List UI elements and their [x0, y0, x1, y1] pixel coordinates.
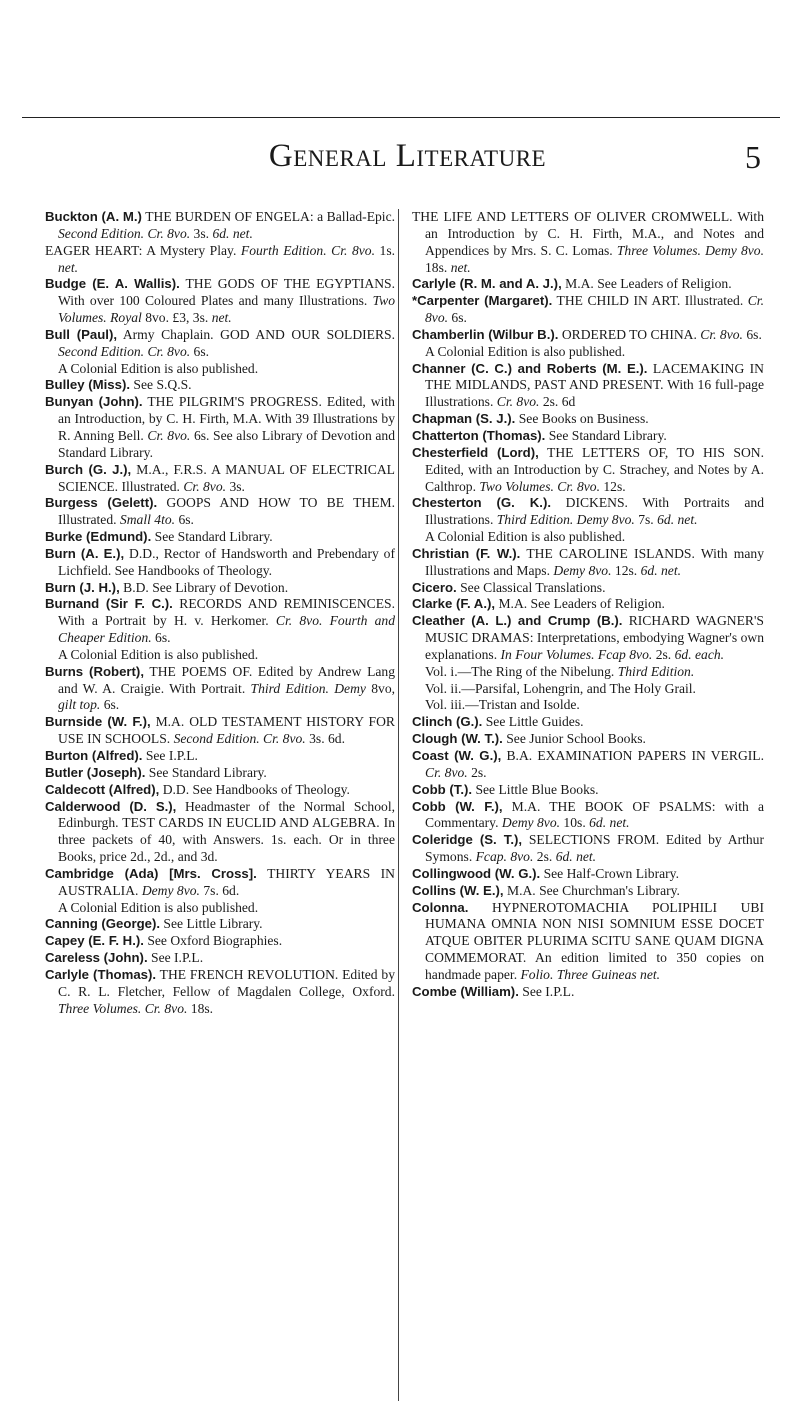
catalogue-entry: [45, 799, 395, 866]
entry-italic-text: Demy 8vo.: [501, 815, 561, 831]
entry-text: 6s.: [190, 343, 210, 359]
entry-text: THE POEMS OF. Edited by Andrew Lang and W. A. Craigie. With Portrait.: [58, 663, 395, 696]
entry-text: 10s.: [560, 815, 590, 831]
entry-author: Careless (John).: [45, 950, 148, 966]
entry-text: 18s.: [187, 1000, 214, 1016]
entry-text: 7s.: [634, 512, 658, 528]
entry-author: Coleridge (S. T.),: [412, 832, 523, 848]
entry-text: THIRTY YEARS IN AUSTRALIA.: [58, 865, 395, 898]
entry-text: HYPNEROTOMACHIA POLIPHILI UBI HUMANA OMNIA NON NISI SOMNIUM ESSE DOCET ATQUE OBITER PLURIMA SCITU SANE QUAM DIGNA COMMEMORAT. An edition limited to 350 copies on handmade paper.: [425, 899, 764, 982]
entry-text: 8vo,: [365, 680, 396, 696]
entry-italic-text: Small 4to.: [119, 512, 176, 528]
catalogue-entry: [412, 596, 764, 613]
catalogue-entry: [412, 900, 764, 984]
catalogue-entry: [45, 782, 395, 799]
entry-text: THE LIFE AND LETTERS OF OLIVER CROMWELL. With an Introduction by C. H. Firth, M.A., and Notes and Appendices by Mrs. S. C. Lomas.: [412, 209, 764, 258]
entry-text: See Half-Crown Library.: [540, 865, 679, 881]
entry-text: See Standard Library.: [145, 764, 267, 780]
entry-text: See I.P.L.: [142, 748, 198, 763]
entry-text: 6s.: [175, 512, 194, 528]
entry-text: See Standard Library.: [545, 427, 667, 443]
entry-italic-text: 6d. net.: [589, 815, 630, 831]
entry-author: Christian (F. W.).: [412, 545, 521, 561]
entry-text: 1s.: [374, 242, 396, 258]
entry-text: Vol. i.—The Ring of the Nibelung.: [425, 663, 618, 679]
entry-author: Budge (E. A. Wallis).: [45, 276, 180, 292]
entry-text: M.A. THE BOOK OF PSALMS: with a Commentary.: [425, 798, 764, 831]
header-rule: [22, 117, 780, 118]
entry-author: Burch (G. J.),: [45, 461, 132, 477]
catalogue-entry: [412, 411, 764, 428]
entry-italic-text: Cr. 8vo.: [425, 764, 468, 780]
entry-text: M.A. See Leaders of Religion.: [495, 596, 665, 612]
entry-text: B.A. EXAMINATION PAPERS IN VERGIL.: [501, 748, 764, 763]
entry-text: 6s.: [100, 697, 120, 713]
entry-author: Colonna.: [412, 899, 469, 915]
entry-italic-text: Cr. 8vo.: [700, 326, 743, 342]
entry-italic-text: 6d. net.: [657, 512, 698, 528]
catalogue-entry: [45, 748, 395, 765]
catalogue-note: [45, 900, 395, 917]
entry-italic-text: 6d. net.: [640, 562, 682, 578]
left-column: [45, 209, 395, 1018]
entry-author: Calderwood (D. S.),: [45, 798, 177, 814]
entry-text: THE GODS OF THE EGYPTIANS. With over 100 Coloured Plates and many Illustrations.: [58, 276, 395, 309]
entry-italic-text: Third Edition.: [617, 663, 695, 679]
entry-text: THE LETTERS OF, TO HIS SON. Edited, with an Introduction by C. Strachey, and Notes by A. Calthrop.: [425, 444, 764, 494]
catalogue-entry: [45, 866, 395, 900]
catalogue-note: [412, 664, 764, 681]
catalogue-entry: [412, 883, 764, 900]
catalogue-entry: [412, 276, 764, 293]
entry-author: Bull (Paul),: [45, 326, 118, 342]
catalogue-note: [412, 697, 764, 714]
entry-author: Caldecott (Alfred),: [45, 781, 160, 797]
entry-italic-text: Third Edition. Demy: [250, 680, 366, 696]
catalogue-entry: [45, 714, 395, 748]
entry-text: 6s. See also Library of Devotion and Standard Library.: [58, 427, 395, 460]
catalogue-entry: [45, 377, 395, 394]
entry-author: Bunyan (John).: [45, 394, 143, 410]
entry-author: Cicero.: [412, 579, 457, 595]
entry-italic-text: In Four Volumes. Fcap 8vo.: [500, 646, 653, 662]
entry-italic-text: Folio. Three Guineas net.: [520, 966, 661, 982]
entry-italic-text: Cr. 8vo.: [425, 293, 764, 326]
entry-italic-text: net.: [450, 259, 471, 275]
entry-text: See Oxford Biographies.: [143, 933, 283, 949]
entry-author: Chapman (S. J.).: [412, 411, 516, 427]
entry-text: 3s.: [226, 478, 245, 494]
entry-italic-text: gilt top.: [58, 697, 101, 713]
entry-author: Canning (George).: [45, 916, 161, 932]
entry-author: Capey (E. F. H.).: [45, 933, 144, 949]
catalogue-note: [45, 361, 395, 378]
entry-author: Burgess (Gelett).: [45, 495, 158, 511]
catalogue-entry: [412, 495, 764, 529]
entry-text: See Junior School Books.: [502, 731, 646, 747]
page-number: 5: [745, 139, 761, 175]
entry-author: Clough (W. T.).: [412, 731, 503, 747]
entry-author: Carlyle (R. M. and A. J.),: [412, 276, 562, 292]
entry-author: Channer (C. C.) and Roberts (M. E.).: [412, 360, 648, 376]
catalogue-entry: [45, 546, 395, 580]
catalogue-entry: [45, 495, 395, 529]
entry-author: Collingwood (W. G.).: [412, 865, 541, 881]
entry-text: THE CAROLINE ISLANDS. With many Illustrations and Maps.: [425, 545, 764, 578]
entry-text: See Little Guides.: [482, 714, 584, 730]
entry-italic-text: Cr. 8vo. Fourth and Cheaper Edition.: [58, 613, 396, 646]
entry-author: Burton (Alfred).: [45, 748, 143, 763]
catalogue-entry: [412, 445, 764, 496]
entry-italic-text: Three Volumes. Cr. 8vo.: [58, 1000, 188, 1016]
entry-text: RICHARD WAGNER'S MUSIC DRAMAS: Interpretations, embodying Wagner's own explanations.: [425, 613, 764, 662]
entry-text: SELECTIONS FROM. Edited by Arthur Symons.: [425, 832, 764, 865]
entry-italic-text: 6d. net.: [555, 849, 597, 865]
entry-author: Bulley (Miss).: [45, 377, 131, 393]
entry-italic-text: Fcap. 8vo.: [475, 849, 534, 865]
entry-italic-text: net.: [58, 259, 79, 275]
entry-italic-text: 6d. each.: [674, 646, 725, 662]
catalogue-entry: [45, 327, 395, 361]
entry-text: THE BURDEN OF ENGELA: a Ballad-Epic.: [141, 209, 396, 224]
entry-text: See S.Q.S.: [130, 377, 192, 393]
entry-text: A Colonial Edition is also published.: [425, 343, 626, 359]
entry-italic-text: Three Volumes. Demy 8vo.: [616, 242, 765, 258]
entry-text: Vol. ii.—Parsifal, Lohengrin, and The Holy Grail.: [425, 680, 696, 696]
entry-text: See I.P.L.: [147, 950, 204, 966]
entry-text: RECORDS AND REMINISCENCES. With a Portrait by H. v. Herkomer.: [58, 596, 395, 629]
entry-text: 6s.: [448, 310, 467, 326]
entry-author: Clinch (G.).: [412, 714, 483, 730]
catalogue-entry: [45, 580, 395, 597]
entry-italic-text: Cr. 8vo.: [147, 427, 191, 443]
entry-text: ORDERED TO CHINA.: [558, 326, 701, 342]
entry-author: Burn (A. E.),: [45, 545, 125, 561]
entry-italic-text: 6d. net.: [212, 225, 253, 241]
catalogue-entry: [45, 209, 395, 243]
entry-text: A Colonial Edition is also published.: [58, 646, 259, 662]
catalogue-entry: [412, 428, 764, 445]
entry-text: M.A., F.R.S. A MANUAL OF ELECTRICAL SCIENCE. Illustrated.: [58, 461, 395, 494]
catalogue-entry: [412, 209, 764, 276]
catalogue-entry: [412, 361, 764, 412]
catalogue-entry: [412, 984, 764, 1001]
catalogue-entry: [45, 916, 395, 933]
entry-italic-text: Two Volumes. Cr. 8vo.: [479, 478, 600, 494]
entry-text: See I.P.L.: [518, 983, 575, 999]
entry-author: Collins (W. E.),: [412, 882, 504, 898]
entry-author: Chesterton (G. K.).: [412, 495, 551, 511]
entry-italic-text: Second Edition. Cr. 8vo.: [173, 731, 306, 747]
entry-text: DICKENS. With Portraits and Illustrations.: [425, 495, 764, 528]
entry-text: EAGER HEART: A Mystery Play.: [45, 242, 241, 258]
entry-author: Chesterfield (Lord),: [412, 444, 539, 460]
entry-text: 6s.: [742, 326, 762, 342]
entry-italic-text: Third Edition. Demy 8vo.: [496, 512, 635, 528]
entry-text: 3s. 6d.: [305, 731, 345, 747]
entry-author: Burns (Robert),: [45, 663, 144, 679]
entry-text: 3s.: [190, 225, 213, 241]
entry-author: Cleather (A. L.) and Crump (B.).: [412, 613, 623, 629]
entry-text: See Books on Business.: [515, 411, 649, 427]
entry-author: Carlyle (Thomas).: [45, 966, 157, 982]
entry-text: B.D. See Library of Devotion.: [119, 579, 289, 595]
catalogue-entry: [45, 529, 395, 546]
catalogue-entry: [45, 933, 395, 950]
catalogue-entry: [412, 782, 764, 799]
entry-author: Butler (Joseph).: [45, 764, 146, 780]
entry-text: See Classical Translations.: [456, 579, 606, 595]
right-column: [412, 209, 764, 1001]
entry-author: Chatterton (Thomas).: [412, 427, 546, 443]
entry-text: M.A. See Churchman's Library.: [503, 882, 680, 898]
entry-text: D.D. See Handbooks of Theology.: [159, 781, 350, 797]
catalogue-note: [412, 681, 764, 698]
entry-text: See Standard Library.: [151, 529, 273, 545]
catalogue-entry: [412, 327, 764, 344]
entry-text: 18s.: [425, 259, 451, 275]
catalogue-entry: [45, 394, 395, 461]
entry-text: 12s.: [611, 562, 641, 578]
catalogue-note: [45, 647, 395, 664]
entry-italic-text: Two Volumes. Royal: [58, 293, 395, 326]
catalogue-entry: [412, 293, 764, 327]
catalogue-note: [412, 344, 764, 361]
entry-italic-text: Demy 8vo.: [141, 882, 200, 898]
entry-text: See Little Blue Books.: [472, 781, 599, 797]
entry-text: THE FRENCH REVOLUTION. Edited by C. R. L. Fletcher, Fellow of Magdalen College, Oxford.: [58, 966, 395, 999]
entry-text: Vol. iii.—Tristan and Isolde.: [425, 697, 580, 713]
entry-author: Coast (W. G.),: [412, 748, 502, 763]
entry-author: Combe (William).: [412, 983, 519, 999]
column-divider: [398, 209, 399, 1401]
entry-text: D.D., Rector of Handsworth and Prebendary of Lichfield. See Handbooks of Theology.: [58, 545, 395, 578]
catalogue-entry: [412, 866, 764, 883]
entry-author: Burnside (W. F.),: [45, 714, 151, 730]
entry-text: Headmaster of the Normal School, Edinburgh. TEST CARDS IN EUCLID AND ALGEBRA. In three packets of 40, with Answers. 1s. each. Or in three Books, price 2d., 2d., and 3d.: [58, 798, 395, 865]
entry-italic-text: Second Edition. Cr. 8vo.: [58, 343, 191, 359]
entry-text: 6s.: [151, 630, 171, 646]
entry-text: A Colonial Edition is also published.: [58, 899, 259, 915]
page-header: [40, 138, 775, 178]
entry-italic-text: Demy 8vo.: [553, 562, 612, 578]
entry-text: See Little Library.: [160, 916, 263, 932]
catalogue-note: [412, 529, 764, 546]
catalogue-entry: [412, 799, 764, 833]
entry-italic-text: Cr. 8vo.: [496, 394, 540, 410]
entry-text: 2s.: [533, 849, 556, 865]
entry-author: Cambridge (Ada) [Mrs. Cross].: [45, 865, 257, 881]
entry-text: 7s. 6d.: [199, 882, 240, 898]
catalogue-entry: [412, 613, 764, 664]
catalogue-entry: [412, 832, 764, 866]
entry-text: GOOPS AND HOW TO BE THEM. Illustrated.: [58, 495, 395, 528]
entry-author: Cobb (W. F.),: [412, 798, 503, 814]
entry-text: 12s.: [599, 478, 626, 494]
catalogue-entry: [45, 967, 395, 1018]
entry-author: Cobb (T.).: [412, 781, 473, 797]
catalogue-entry: [412, 546, 764, 580]
entry-italic-text: Fourth Edition. Cr. 8vo.: [240, 242, 375, 258]
entry-text: 2s.: [467, 764, 487, 780]
catalogue-entry: [45, 462, 395, 496]
catalogue-entry: [412, 714, 764, 731]
entry-italic-text: Cr. 8vo.: [183, 478, 227, 494]
entry-text: A Colonial Edition is also published.: [58, 360, 259, 376]
catalogue-entry: [45, 243, 395, 277]
catalogue-entry: [45, 950, 395, 967]
catalogue-entry: [45, 664, 395, 715]
entry-italic-text: net.: [211, 310, 232, 326]
entry-text: A Colonial Edition is also published.: [425, 529, 626, 545]
entry-author: Chamberlin (Wilbur B.).: [412, 326, 559, 342]
running-title: General Literature: [268, 138, 547, 174]
entry-author: Buckton (A. M.): [45, 209, 142, 224]
entry-text: 8vo. £3, 3s.: [141, 310, 212, 326]
entry-text: THE PILGRIM'S PROGRESS. Edited, with an Introduction, by C. H. Firth, M.A. With 39 Illustrations by R. Anning Bell.: [58, 394, 395, 443]
entry-text: 2s. 6d: [539, 394, 576, 410]
entry-author: Clarke (F. A.),: [412, 596, 496, 612]
entry-author: *Carpenter (Margaret).: [412, 293, 553, 309]
entry-text: 2s.: [652, 646, 675, 662]
catalogue-entry: [45, 276, 395, 327]
entry-text: LACEMAKING IN THE MIDLANDS, PAST AND PRESENT. With 16 full-page Illustrations.: [425, 360, 765, 410]
catalogue-entry: [412, 748, 764, 782]
entry-text: Army Chaplain. GOD AND OUR SOLDIERS.: [117, 326, 395, 342]
entry-italic-text: Second Edition. Cr. 8vo.: [58, 225, 191, 241]
entry-text: THE CHILD IN ART. Illustrated.: [552, 293, 748, 309]
catalogue-entry: [412, 580, 764, 597]
entry-author: Burnand (Sir F. C.).: [45, 596, 173, 612]
entry-text: M.A. See Leaders of Religion.: [561, 276, 732, 292]
entry-author: Burke (Edmund).: [45, 529, 152, 545]
catalogue-entry: [45, 765, 395, 782]
catalogue-entry: [45, 596, 395, 647]
entry-author: Burn (J. H.),: [45, 579, 120, 595]
entry-text: M.A. OLD TESTAMENT HISTORY FOR USE IN SCHOOLS.: [58, 714, 395, 747]
catalogue-entry: [412, 731, 764, 748]
